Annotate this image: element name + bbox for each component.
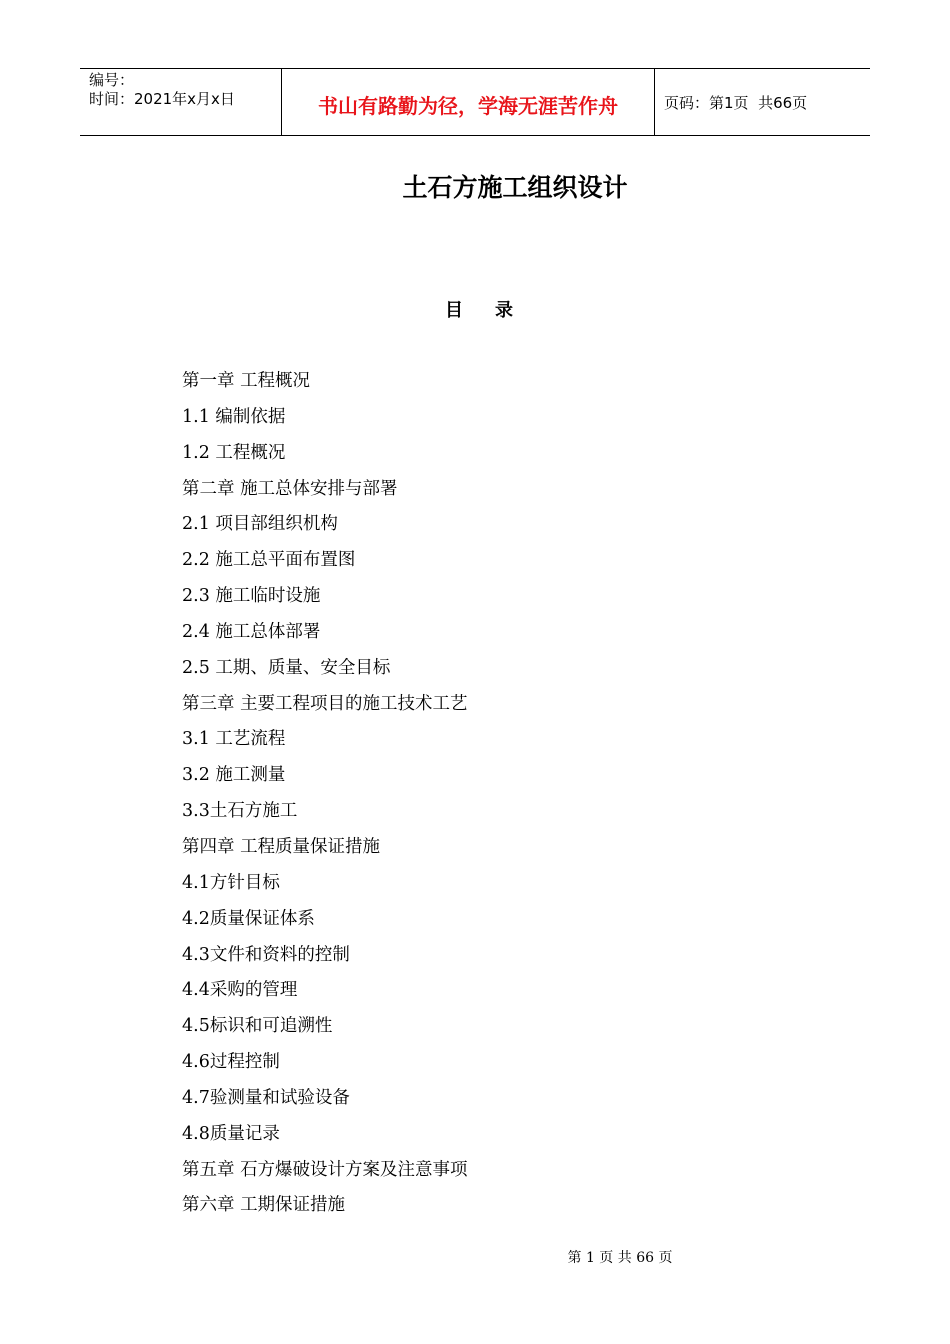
toc-entry: 3.1 工艺流程 <box>182 729 286 750</box>
toc-entry: 2.5 工期、质量、安全目标 <box>182 657 391 678</box>
number-label: 编号： <box>89 71 135 89</box>
header-motto-cell <box>282 69 655 135</box>
toc-entry: 3.3土石方施工 <box>182 801 298 822</box>
toc-entry: 4.5标识和可追溯性 <box>182 1016 333 1037</box>
toc-entry: 4.7验测量和试验设备 <box>182 1087 350 1108</box>
toc-entry: 4.4采购的管理 <box>182 980 298 1001</box>
page-info: 页码：第1页 共66页 <box>664 93 808 112</box>
toc-entry: 第二章 施工总体安排与部署 <box>182 478 398 499</box>
motto-text: 书山有路勤为径，学海无涯苦作舟 <box>318 93 618 118</box>
toc-entry: 4.8质量记录 <box>182 1123 280 1144</box>
toc-entry: 4.1方针目标 <box>182 872 280 893</box>
toc-entry: 第三章 主要工程项目的施工技术工艺 <box>182 693 468 714</box>
toc-entry: 2.2 施工总平面布置图 <box>182 550 356 571</box>
toc-entry: 第六章 工期保证措施 <box>182 1195 346 1216</box>
toc-entry: 2.1 项目部组织机构 <box>182 514 338 535</box>
document-title: 土石方施工组织设计 <box>402 173 628 202</box>
date-label: 时间：2021年x月x日 <box>89 90 235 108</box>
page-footer: 第 1 页 共 66 页 <box>567 1250 673 1266</box>
header-meta-cell <box>80 69 282 135</box>
toc-entry: 4.2质量保证体系 <box>182 908 315 929</box>
header-page-cell <box>655 69 870 135</box>
toc-entry: 第一章 工程概况 <box>182 371 311 391</box>
toc-entry: 第五章 石方爆破设计方案及注意事项 <box>182 1159 468 1180</box>
toc-entry: 第四章 工程质量保证措施 <box>182 836 381 857</box>
toc-entry: 4.3文件和资料的控制 <box>182 944 350 965</box>
toc-entry: 1.2 工程概况 <box>182 442 286 463</box>
toc-entry: 2.4 施工总体部署 <box>182 621 321 642</box>
table-of-contents <box>182 368 468 1228</box>
page-header <box>80 68 870 136</box>
toc-entry: 2.3 施工临时设施 <box>182 586 321 607</box>
toc-entry: 1.1 编制依据 <box>182 406 286 427</box>
toc-heading: 目录 <box>445 300 545 321</box>
toc-entry: 4.6过程控制 <box>182 1052 280 1073</box>
toc-entry: 3.2 施工测量 <box>182 765 286 786</box>
